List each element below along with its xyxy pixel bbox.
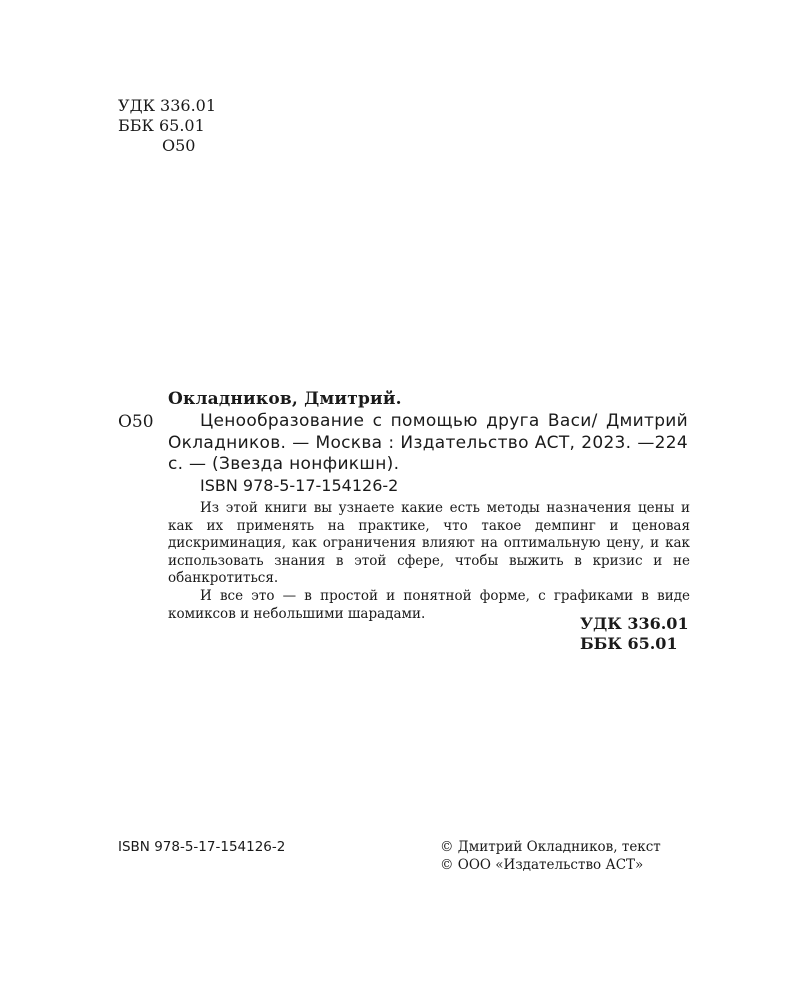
- copyright-block: [440, 838, 661, 874]
- annotation-paragraph: И все это — в простой и понятной форме, с графиками в виде комиксов и небольшими шарадами.: [168, 587, 690, 622]
- bbk-code-bold: ББК 65.01: [580, 634, 678, 653]
- author-heading: Окладников, Дмитрий.: [168, 389, 402, 409]
- isbn-footer: ISBN 978-5-17-154126-2: [118, 839, 286, 855]
- udk-code: УДК 336.01: [118, 96, 217, 115]
- bbk-code: ББК 65.01: [118, 116, 205, 135]
- classification-codes-right: [580, 614, 689, 654]
- annotation: [168, 500, 690, 623]
- title-line: Ценообразование с помощью друга Васи/ Дмитрий Окладников. — Москва : Издательство АСТ, 2023. —224 с. — (Звезда нонфикшн).: [168, 411, 688, 474]
- top-classification-codes: [118, 96, 216, 156]
- udk-code-bold: УДК 336.01: [580, 614, 689, 633]
- bibliographic-description: [168, 411, 688, 476]
- annotation-paragraph: Из этой книги вы узнаете какие есть методы назначения цены и как их применять на практике, что такое демпинг и ценовая дискриминация, как ограничения влияют на оптимальную цену, и как использовать знания в этой сфере, чтобы выжить в кризис и не обанкротиться.: [168, 500, 690, 587]
- copyright-publisher: © ООО «Издательство АСТ»: [440, 857, 644, 873]
- copyright-author: © Дмитрий Окладников, текст: [440, 839, 661, 855]
- isbn-entry: ISBN 978-5-17-154126-2: [200, 476, 399, 495]
- author-mark-code: О50: [162, 136, 196, 155]
- call-number: О50: [118, 412, 154, 432]
